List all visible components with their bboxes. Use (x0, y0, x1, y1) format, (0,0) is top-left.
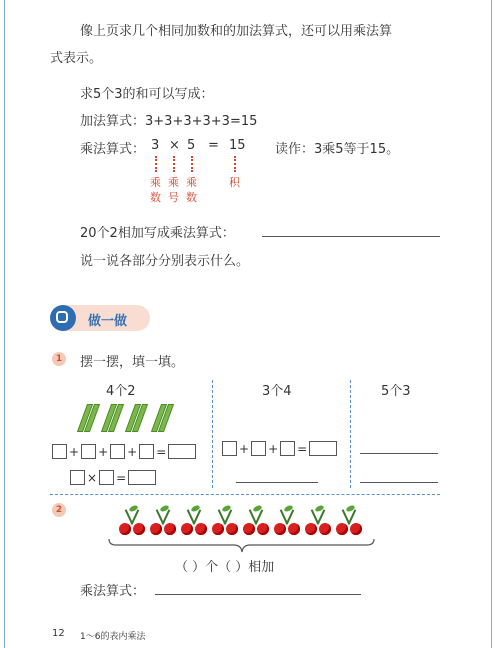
prompt-twenty-twos: 20个2相加写成乘法算式： (80, 226, 235, 241)
cherry-pair-icon (335, 506, 365, 538)
exercise-1-instruction: 摆一摆，填一填。 (80, 355, 185, 370)
pencil-icon (50, 305, 76, 331)
plus-sign: + (69, 444, 80, 459)
cherry-pair-icon (211, 506, 241, 538)
cherry-pair-icon (118, 506, 148, 538)
col2-answer-line[interactable] (236, 482, 318, 483)
mult-equals: = (208, 138, 219, 153)
multiplication-label: 乘法算式： (80, 142, 146, 157)
label-product: 积 (229, 176, 240, 189)
intro-line-1: 像上页求几个相同加数和的加法算式，还可以用乘法算 (80, 24, 393, 39)
brace (108, 538, 376, 554)
column-divider-2 (350, 380, 351, 488)
exercise-2-answer-line[interactable] (155, 594, 361, 595)
plus-sign: + (239, 441, 250, 456)
label-sign-2: 号 (168, 191, 179, 204)
label-multiplier-1: 乘 (186, 176, 197, 189)
label-multiplicand-1: 乘 (150, 176, 161, 189)
answer-box[interactable] (99, 470, 114, 485)
answer-box[interactable] (110, 444, 125, 459)
cherry-pair-icon (304, 506, 334, 538)
exercise-divider (50, 494, 440, 495)
addition-expression: 3+3+3+3+3=15 (145, 114, 258, 129)
plus-sign: + (127, 444, 138, 459)
answer-box[interactable] (52, 444, 67, 459)
dotted-marker-multiplier (191, 156, 193, 172)
answer-box[interactable] (81, 444, 96, 459)
exercise-2-number: 2 (52, 503, 66, 517)
answer-box[interactable] (70, 470, 85, 485)
col1-multiplication-row (70, 469, 156, 486)
page-number: 12 (52, 628, 65, 639)
answer-box-wide[interactable] (168, 444, 196, 459)
exercise-2-mult-label: 乘法算式： (80, 584, 146, 599)
dotted-marker-sign (173, 156, 175, 172)
cherry-pair-icon (273, 506, 303, 538)
addition-expression-row (80, 110, 257, 129)
mult-factor-b: 5 (187, 138, 196, 153)
equals-sign: = (297, 441, 308, 456)
col3-answer-line-1[interactable] (360, 453, 438, 454)
example-question: 求5个3的和可以写成： (80, 87, 214, 102)
answer-box-wide[interactable] (309, 441, 337, 456)
cherry-pair-icon (180, 506, 210, 538)
plus-sign: + (98, 444, 109, 459)
cherry-pair-icon (242, 506, 272, 538)
label-multiplier-2: 数 (186, 191, 197, 204)
dotted-marker-product (234, 156, 236, 172)
label-multiplicand-2: 数 (150, 191, 161, 204)
answer-box[interactable] (139, 444, 154, 459)
plus-sign: + (268, 441, 279, 456)
equals-sign: = (156, 444, 167, 459)
dotted-marker-multiplicand (155, 156, 157, 172)
answer-box[interactable] (251, 441, 266, 456)
answer-box-wide[interactable] (128, 470, 156, 485)
column-title-4-of-2: 4个2 (106, 384, 136, 399)
col3-answer-line-2[interactable] (360, 482, 438, 483)
answer-box[interactable] (280, 441, 295, 456)
column-divider-1 (212, 380, 213, 488)
answer-box[interactable] (222, 441, 237, 456)
answer-line-prompt1[interactable] (262, 236, 440, 237)
mult-sign: × (169, 138, 180, 153)
brace-text: （ ）个（ ）相加 (175, 560, 275, 575)
times-sign: × (87, 470, 98, 485)
equals-sign: = (116, 470, 127, 485)
chapter-title: 1～6的表内乘法 (80, 632, 146, 642)
intro-line-2: 式表示。 (50, 51, 103, 66)
cherry-pair-icon (149, 506, 179, 538)
prompt-explain-parts: 说一说各部分分别表示什么。 (80, 254, 250, 269)
reading-text: 读作：3乘5等于15。 (275, 142, 400, 157)
col2-addition-row (222, 440, 337, 457)
mult-factor-a: 3 (151, 138, 160, 153)
label-sign-1: 乘 (168, 176, 179, 189)
mult-product: 15 (229, 138, 246, 153)
exercise-1-number: 1 (52, 352, 66, 366)
addition-label: 加法算式： (80, 114, 146, 129)
section-title: 做一做 (88, 314, 128, 329)
col1-addition-row (52, 443, 196, 460)
column-title-3-of-4: 3个4 (262, 384, 292, 399)
column-title-5-of-3: 5个3 (381, 384, 411, 399)
